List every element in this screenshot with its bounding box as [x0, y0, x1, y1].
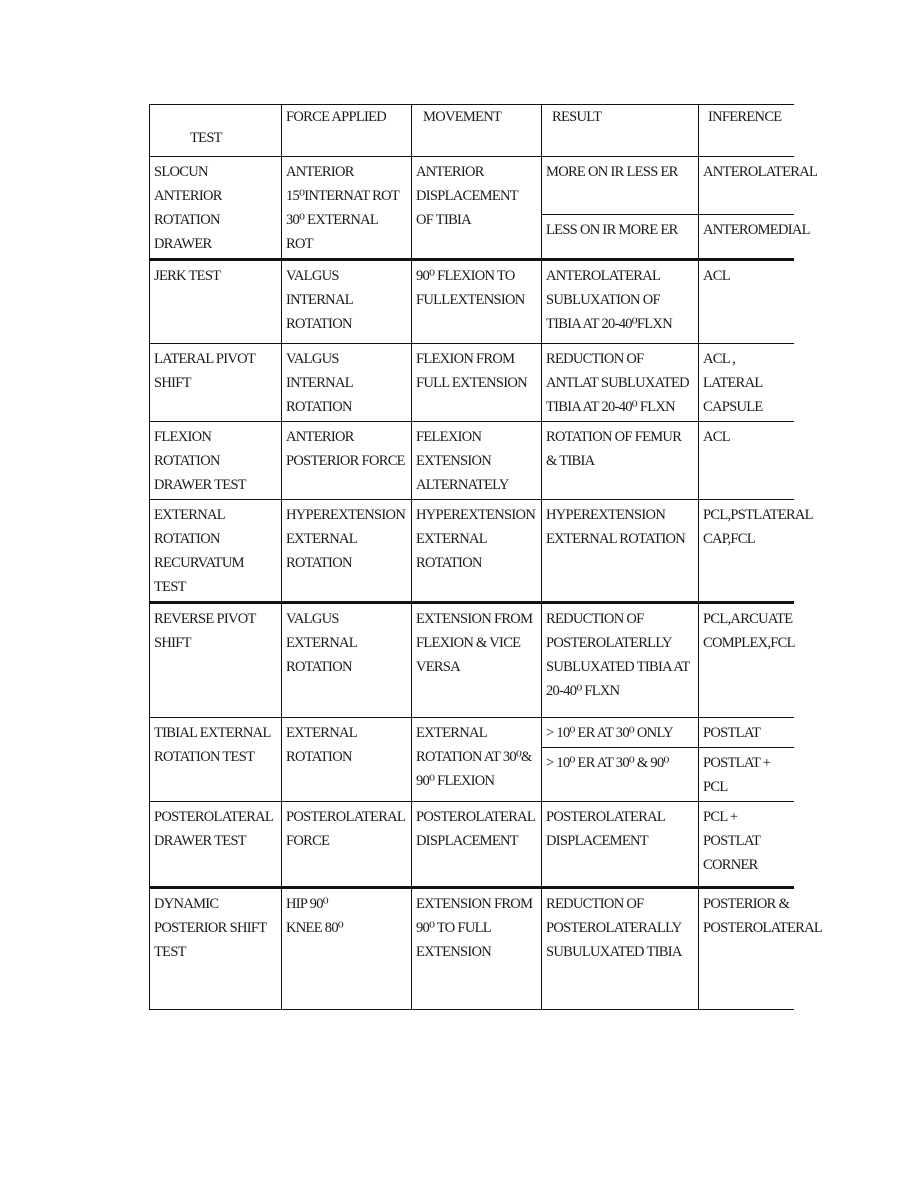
table-row: [150, 888, 794, 1010]
cell-inference: POSTERIOR & POSTEROLATERAL: [699, 888, 794, 1010]
cell-inference: ACL , LATERAL CAPSULE: [699, 344, 794, 422]
cell-result: MORE ON IR LESS ER: [542, 157, 699, 215]
cell-test: SLOCUN ANTERIOR ROTATION DRAWER: [150, 157, 282, 260]
cell-force: VALGUS INTERNAL ROTATION: [282, 260, 412, 344]
cell-inference: POSTLAT + PCL: [699, 748, 794, 802]
cell-force: HYPEREXTENSION EXTERNAL ROTATION: [282, 500, 412, 603]
cell-force: VALGUS INTERNAL ROTATION: [282, 344, 412, 422]
cell-test: TIBIAL EXTERNAL ROTATION TEST: [150, 718, 282, 802]
cell-inference: POSTLAT: [699, 718, 794, 748]
cell-test: LATERAL PIVOT SHIFT: [150, 344, 282, 422]
cell-movement: EXTERNAL ROTATION AT 30⁰& 90⁰ FLEXION: [412, 718, 542, 802]
table-row: [150, 603, 794, 718]
cell-movement: HYPEREXTENSION EXTERNAL ROTATION: [412, 500, 542, 603]
cell-force: HIP 90⁰ KNEE 80⁰: [282, 888, 412, 1010]
cell-inference: ANTEROMEDIAL: [699, 215, 794, 260]
header-row: [150, 105, 794, 157]
header-force-applied: FORCE APPLIED: [282, 105, 412, 157]
cell-test: POSTEROLATERAL DRAWER TEST: [150, 802, 282, 888]
knee-tests-table: [149, 104, 823, 1010]
cell-result: ROTATION OF FEMUR & TIBIA: [542, 422, 699, 500]
cell-force: ANTERIOR 15⁰INTERNAT ROT 30⁰ EXTERNAL ROT: [282, 157, 412, 260]
cell-movement: ANTERIOR DISPLACEMENT OF TIBIA: [412, 157, 542, 260]
cell-inference: PCL,ARCUATE COMPLEX,FCL: [699, 603, 794, 718]
cell-test: FLEXION ROTATION DRAWER TEST: [150, 422, 282, 500]
cell-result: REDUCTION OF ANTLAT SUBLUXATED TIBIA AT 20-40⁰ FLXN: [542, 344, 699, 422]
cell-movement: EXTENSION FROM FLEXION & VICE VERSA: [412, 603, 542, 718]
cell-force: POSTEROLATERAL FORCE: [282, 802, 412, 888]
cell-movement: 90⁰ FLEXION TO FULLEXTENSION: [412, 260, 542, 344]
cell-movement: FELEXION EXTENSION ALTERNATELY: [412, 422, 542, 500]
cell-result: LESS ON IR MORE ER: [542, 215, 699, 260]
cell-force: VALGUS EXTERNAL ROTATION: [282, 603, 412, 718]
table-row: [150, 718, 794, 748]
cell-inference: ACL: [699, 422, 794, 500]
cell-result: > 10⁰ ER AT 30⁰ ONLY: [542, 718, 699, 748]
cell-movement: POSTEROLATERAL DISPLACEMENT: [412, 802, 542, 888]
cell-test: EXTERNAL ROTATION RECURVATUM TEST: [150, 500, 282, 603]
cell-inference: ANTEROLATERAL: [699, 157, 794, 215]
cell-result: REDUCTION OF POSTEROLATERALLY SUBULUXATED TIBIA: [542, 888, 699, 1010]
table-row: [150, 344, 794, 422]
cell-force: EXTERNAL ROTATION: [282, 718, 412, 802]
table-row: [150, 802, 794, 888]
table-row: [150, 157, 794, 215]
cell-test: REVERSE PIVOT SHIFT: [150, 603, 282, 718]
cell-test: JERK TEST: [150, 260, 282, 344]
cell-result: POSTEROLATERAL DISPLACEMENT: [542, 802, 699, 888]
cell-result: REDUCTION OF POSTEROLATERLLY SUBLUXATED TIBIA AT 20-40⁰ FLXN: [542, 603, 699, 718]
cell-force: ANTERIOR POSTERIOR FORCE: [282, 422, 412, 500]
header-result: RESULT: [542, 105, 699, 157]
cell-inference: PCL + POSTLAT CORNER: [699, 802, 794, 888]
cell-movement: EXTENSION FROM 90⁰ TO FULL EXTENSION: [412, 888, 542, 1010]
header-test: TEST: [150, 105, 282, 157]
table-row: [150, 422, 794, 500]
cell-result: ANTEROLATERAL SUBLUXATION OF TIBIA AT 20-40⁰FLXN: [542, 260, 699, 344]
header-inference: INFERENCE: [699, 105, 794, 157]
table-row: [150, 260, 794, 344]
header-movement: MOVEMENT: [412, 105, 542, 157]
cell-result: HYPEREXTENSION EXTERNAL ROTATION: [542, 500, 699, 603]
cell-inference: PCL,PSTLATERAL CAP,FCL: [699, 500, 794, 603]
cell-inference: ACL: [699, 260, 794, 344]
cell-test: DYNAMIC POSTERIOR SHIFT TEST: [150, 888, 282, 1010]
table-row: [150, 500, 794, 603]
cell-result: > 10⁰ ER AT 30⁰ & 90⁰: [542, 748, 699, 802]
cell-movement: FLEXION FROM FULL EXTENSION: [412, 344, 542, 422]
